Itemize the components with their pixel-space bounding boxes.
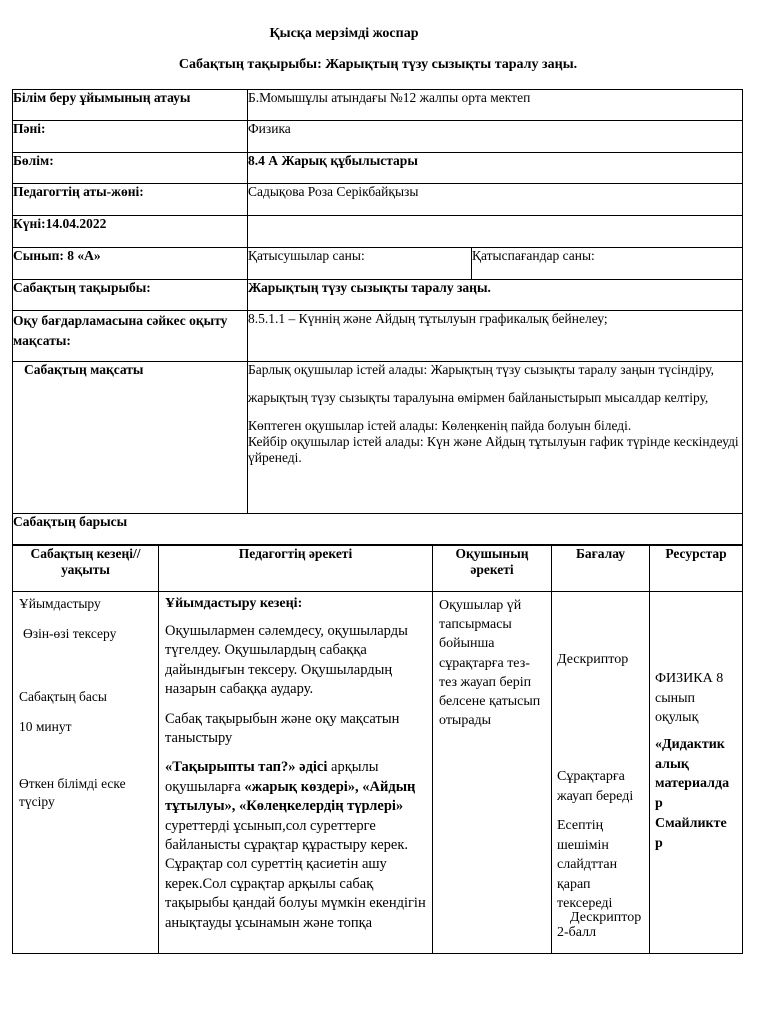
school-row xyxy=(13,90,743,121)
subject-value: Физика xyxy=(248,121,743,153)
lesson-topic-heading: Сабақтың тақырыбы: Жарықтың түзу сызықты таралу заңы. xyxy=(178,57,578,72)
teacher-action-cell xyxy=(159,592,433,954)
goal-many-students: Көптеген оқушылар істей алады: Көлеңкенің пайда болуын біледі. xyxy=(248,418,632,433)
teacher-action-greeting: Оқушылармен сәлемдесу, оқушыларды түгелдеу. Оқушылардың сабаққа дайындығын тексеру. Оқушылардың назарын сабаққа аудару. xyxy=(165,623,408,698)
teacher-row xyxy=(13,184,743,216)
topic-value: Жарықтың түзу сызықты таралу заңы. xyxy=(248,280,743,311)
section-value: 8.4 А Жарық құбылыстары xyxy=(248,153,743,184)
topic-row xyxy=(13,280,743,311)
subject-label: Пәні: xyxy=(13,121,248,153)
goal-life-examples: жарықтың түзу сызықты таралуына өмірмен байланыстырып мысалдар келтіру, xyxy=(248,390,709,405)
assessment-descriptor-2: Дескриптор xyxy=(570,910,642,925)
teacher-action-method xyxy=(165,758,426,933)
goal-all-students: Барлық оқушылар істей алады: Жарықтың түзу сызықты таралу заңын түсіндіру, xyxy=(248,362,715,377)
stage-lesson-start: Сабақтың басы xyxy=(19,689,107,704)
resource-smileys: Смайликте р xyxy=(655,816,727,851)
header-stage: Сабақтың кезеңі//уақыты xyxy=(13,546,159,592)
assessment-cell xyxy=(552,592,650,954)
progress-heading: Сабақтың барысы xyxy=(13,514,743,545)
assessment-answers: Сұрақтарға жауап береді xyxy=(557,769,634,804)
section-row xyxy=(13,153,743,184)
progress-table xyxy=(12,545,743,954)
date-row xyxy=(13,216,743,248)
present-count: Қатысушылар саны: xyxy=(248,248,472,280)
info-table xyxy=(12,89,743,545)
header-resources: Ресурстар xyxy=(650,546,743,592)
header-student-action: Оқушының әрекеті xyxy=(433,546,552,592)
school-label: Білім беру ұйымының атауы xyxy=(13,90,248,121)
stage-duration: 10 минут xyxy=(19,719,72,734)
section-label: Бөлім: xyxy=(13,153,248,184)
progress-header-row xyxy=(13,546,743,592)
progress-row-organization xyxy=(13,592,743,954)
topic-label: Сабақтың тақырыбы: xyxy=(13,280,248,311)
assessment-score: 2-балл xyxy=(557,925,597,940)
resource-textbook: ФИЗИКА 8 сынып оқулық xyxy=(655,671,724,725)
student-action-text: Оқушылар үй тапсырмасы бойынша сұрақтарға тез-тез жауап беріп белсене қатысып отырады xyxy=(439,598,541,729)
header-assessment: Бағалау xyxy=(552,546,650,592)
stage-self-check: Өзін-өзі тексеру xyxy=(23,626,117,641)
method-name: «Тақырыпты тап?» әдісі xyxy=(165,759,328,776)
date-label: Күні:14.04.2022 xyxy=(13,216,248,248)
lesson-goal-value xyxy=(248,362,743,514)
class-label: Сынып: 8 «А» xyxy=(13,248,248,280)
method-text-1: арқылы оқушыларға xyxy=(165,759,379,795)
lesson-goal-row xyxy=(13,362,743,514)
teacher-action-heading: Ұйымдастыру кезеңі: xyxy=(165,596,303,611)
header-teacher-action: Педагогтің әрекеті xyxy=(159,546,433,592)
progress-heading-row xyxy=(13,514,743,545)
assessment-descriptor-1: Дескриптор xyxy=(557,652,629,667)
document-title: Қысқа мерзімді жоспар xyxy=(269,26,419,41)
stage-cell xyxy=(13,592,159,954)
class-row xyxy=(13,248,743,280)
student-action-cell xyxy=(433,592,552,954)
method-text-2: суреттерді ұсынып,сол суреттерге байланысты сұрақтар құрастыру керек. Сұрақтар сол суреттің қасиетін ашу керек.Сол сұрақтар арқылы сабақ тақырыбы қандай болуы мүмкін екендігін анықтауды ұсынамын және топқа xyxy=(165,817,426,931)
resources-cell xyxy=(650,592,743,954)
goal-some-students: Кейбір оқушылар істей алады: Күн және Айдың тұтылуын гафик түрінде кескіндеуді үйренеді. xyxy=(248,434,739,465)
objective-value: 8.5.1.1 – Күннің және Айдың тұтылуын графикалық бейнелеу; xyxy=(248,311,743,362)
method-pictures: «жарық көздері», «Айдың тұтылуы», «Көлеңкелердің түрлері» xyxy=(165,778,416,815)
lesson-goal-label: Сабақтың мақсаты xyxy=(13,362,248,514)
assessment-check-solution: Есептің шешімін слайдттан қарап тексереді xyxy=(557,818,618,911)
teacher-action-introduce: Сабақ тақырыбын және оқу мақсатын таныстыру xyxy=(165,710,400,747)
school-value: Б.Момышұлы атындағы №12 жалпы орта мектеп xyxy=(248,90,743,121)
absent-count: Қатыспағандар саны: xyxy=(472,248,743,280)
stage-recall: Өткен білімді еске түсіру xyxy=(19,776,126,809)
teacher-value: Садықова Роза Серікбайқызы xyxy=(248,184,743,216)
stage-organization: Ұйымдастыру xyxy=(19,596,101,611)
objective-row xyxy=(13,311,743,362)
date-value xyxy=(248,216,743,248)
resource-didactic: «Дидактик алық материалда р xyxy=(655,737,730,811)
teacher-label: Педагогтің аты-жөні: xyxy=(13,184,248,216)
objective-label: Оқу бағдарламасына сәйкес оқыту мақсаты: xyxy=(13,311,248,362)
subject-row xyxy=(13,121,743,153)
